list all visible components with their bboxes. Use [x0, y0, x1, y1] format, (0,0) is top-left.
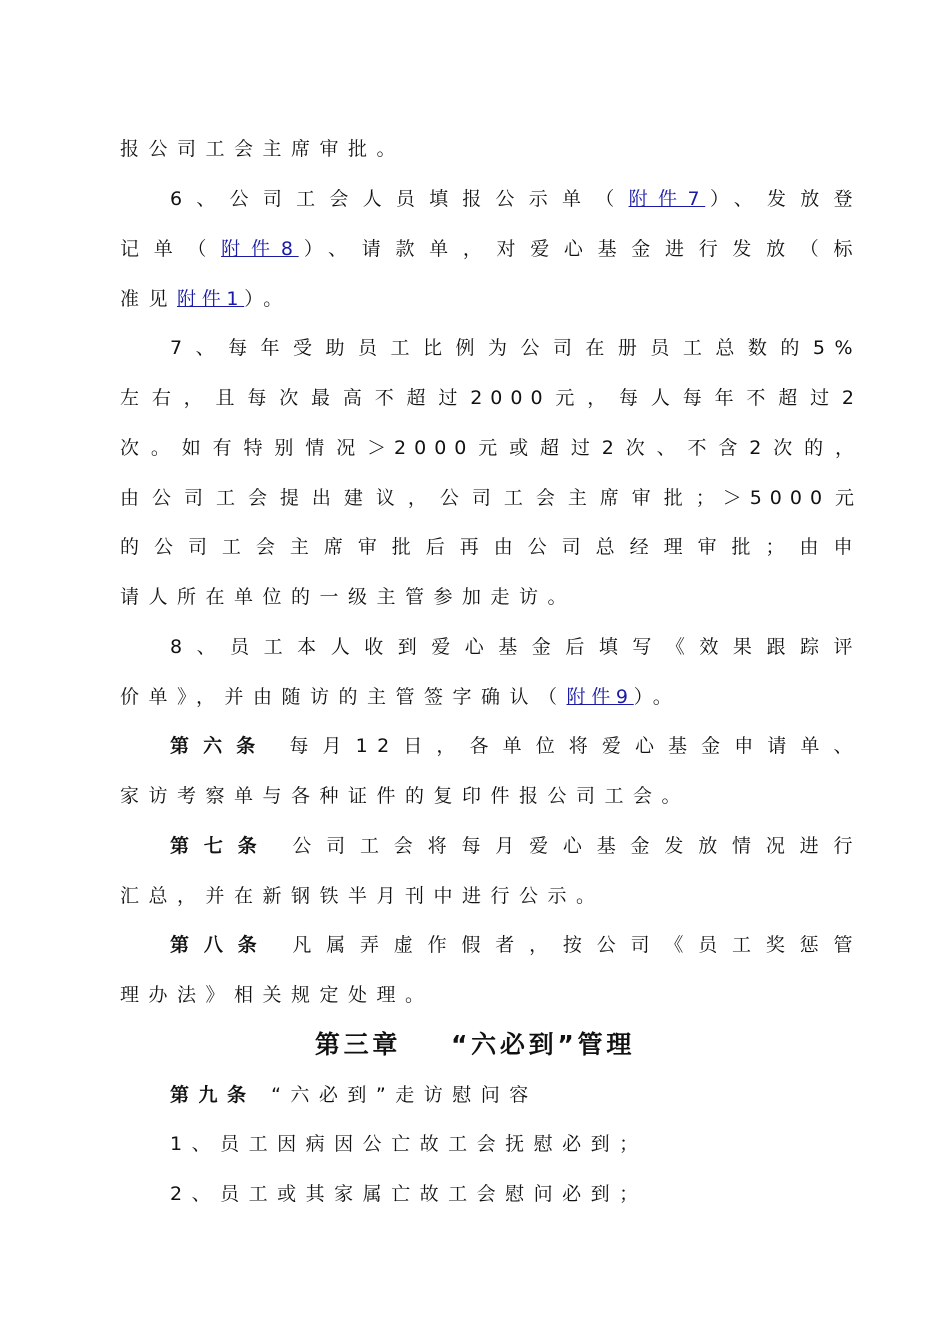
- text: 8、员工本人收到爱心基金后填写《效果跟踪评: [170, 636, 862, 658]
- article-6-label: 第六条: [170, 735, 270, 757]
- text: 报公司工会主席审批。: [120, 138, 406, 160]
- text: “六必到”走访慰问容: [271, 1084, 538, 1106]
- attachment-9-link[interactable]: 附件9: [566, 686, 634, 708]
- paragraph-line: [120, 234, 862, 264]
- text: 每月12日，各单位将爱心基金申请单、: [289, 735, 862, 757]
- paragraph-line: [170, 333, 862, 363]
- paragraph-line: [120, 383, 862, 413]
- attachment-1-link[interactable]: 附件1: [177, 288, 245, 310]
- text: ）、发放登: [705, 188, 862, 210]
- article-9-label: 第九条: [170, 1084, 256, 1106]
- text: 由公司工会提出建议，公司工会主席审批；＞5000元: [120, 487, 862, 509]
- paragraph-line: [120, 134, 862, 164]
- text: 理办法》相关规定处理。: [120, 984, 434, 1006]
- text: ）。: [244, 288, 292, 310]
- text: 2、员工或其家属亡故工会慰问必到；: [170, 1183, 648, 1205]
- text: 价单》，并由随访的主管签字确认（: [120, 686, 567, 708]
- paragraph-line: [170, 184, 862, 214]
- text: ）、请款单，对爱心基金进行发放（标: [298, 238, 862, 260]
- text: 汇总，并在新钢铁半月刊中进行公示。: [120, 885, 605, 907]
- text: 家访考察单与各种证件的复印件报公司工会。: [120, 785, 691, 807]
- article-7-line: [170, 831, 862, 861]
- text: 7、每年受助员工比例为公司在册员工总数的5%: [170, 337, 862, 359]
- paragraph-line: [120, 881, 862, 911]
- article-8-label: 第八条: [170, 934, 272, 956]
- paragraph-line: [120, 284, 862, 314]
- text: 1、员工因病因公亡故工会抚慰必到；: [170, 1133, 648, 1155]
- text: 次。如有特别情况＞2000元或超过2次、不含2次的，: [120, 437, 862, 459]
- attachment-8-link[interactable]: 附件8: [221, 238, 299, 260]
- text: 请人所在单位的一级主管参加走访。: [120, 586, 577, 608]
- paragraph-line: [120, 433, 862, 463]
- text: 凡属弄虚作假者，按公司《员工奖惩管: [292, 934, 862, 956]
- text: ）。: [633, 686, 682, 708]
- article-7-label: 第七条: [170, 835, 272, 857]
- article-6-line: [170, 731, 862, 761]
- paragraph-line: [170, 632, 862, 662]
- text: 准见: [120, 288, 178, 310]
- list-item: [170, 1129, 862, 1159]
- paragraph-line: [120, 483, 862, 513]
- article-8-line: [170, 930, 862, 960]
- text: 6、公司工会人员填报公示单（: [170, 188, 629, 210]
- list-item: [170, 1179, 862, 1209]
- paragraph-line: [120, 980, 862, 1010]
- article-9-line: [170, 1080, 862, 1110]
- paragraph-line: [120, 682, 862, 712]
- paragraph-line: [120, 582, 862, 612]
- text: 的公司工会主席审批后再由公司总经理审批；由申: [120, 536, 862, 558]
- text: 记单（: [120, 238, 222, 260]
- attachment-7-link[interactable]: 附件7: [628, 188, 706, 210]
- text: 公司工会将每月爱心基金发放情况进行: [292, 835, 862, 857]
- chapter-heading: 第三章 “六必到”管理: [314, 1030, 636, 1059]
- text: 左右，且每次最高不超过2000元，每人每年不超过2: [120, 387, 862, 409]
- paragraph-line: [120, 532, 862, 562]
- paragraph-line: [120, 781, 862, 811]
